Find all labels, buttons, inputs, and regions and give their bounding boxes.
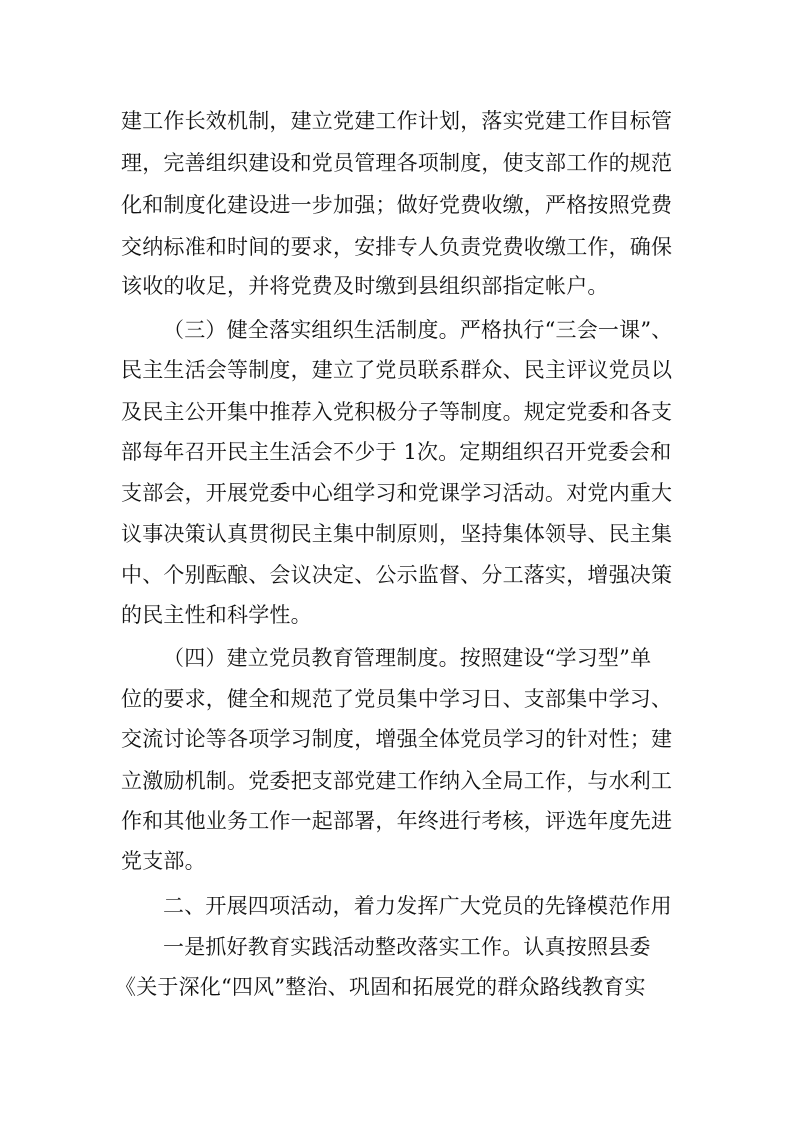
text-line-22: 《关于深化“四风”整治、巩固和拓展党的群众路线教育实 xyxy=(115,975,646,999)
text-line-18: 作和其他业务工作一起部署，年终进行考核，评选年度先进 xyxy=(121,809,673,833)
text-line-16: 交流讨论等各项学习制度，增强全体党员学习的针对性；建 xyxy=(121,727,673,751)
text-line-1: 建工作长效机制，建立党建工作计划，落实党建工作目标管 xyxy=(121,109,673,133)
text-line-11: 议事决策认真贯彻民主集中制原则，坚持集体领导、民主集 xyxy=(121,522,673,546)
text-line-19: 党支部。 xyxy=(121,849,206,873)
section-two-heading: 二、开展四项活动，着力发挥广大党员的先锋模范作用 xyxy=(163,894,672,918)
text-line-2: 理，完善组织建设和党员管理各项制度，使支部工作的规范 xyxy=(121,151,673,175)
section-three-heading: （三）健全落实组织生活制度。严格执行“三会一课”、 xyxy=(163,318,673,342)
text-line-17: 立激励机制。党委把支部党建工作纳入全局工作，与水利工 xyxy=(121,769,673,793)
text-line-9: 部每年召开民主生活会不少于 1次。定期组织召开党委会和 xyxy=(121,440,672,464)
text-line-13: 的民主性和科学性。 xyxy=(121,603,312,627)
text-line-4: 交纳标准和时间的要求，安排专人负责党费收缴工作，确保 xyxy=(121,235,673,259)
text-line-5: 该收的收足，并将党费及时缴到县组织部指定帐户。 xyxy=(121,274,609,298)
text-line-8: 及民主公开集中推荐入党积极分子等制度。规定党委和各支 xyxy=(121,400,673,424)
text-line-7: 民主生活会等制度，建立了党员联系群众、民主评议党员以 xyxy=(121,358,673,382)
section-four-heading: （四）建立党员教育管理制度。按照建设“学习型”单 xyxy=(163,646,652,670)
text-line-21: 一是抓好教育实践活动整改落实工作。认真按照县委 xyxy=(163,935,651,959)
text-line-15: 位的要求，健全和规范了党员集中学习日、支部集中学习、 xyxy=(121,687,673,711)
text-line-10: 支部会，开展党委中心组学习和党课学习活动。对党内重大 xyxy=(121,481,673,505)
text-line-3: 化和制度化建设进一步加强；做好党费收缴，严格按照党费 xyxy=(121,193,673,217)
text-line-12: 中、个别酝酿、会议决定、公示监督、分工落实，增强决策 xyxy=(121,563,673,587)
